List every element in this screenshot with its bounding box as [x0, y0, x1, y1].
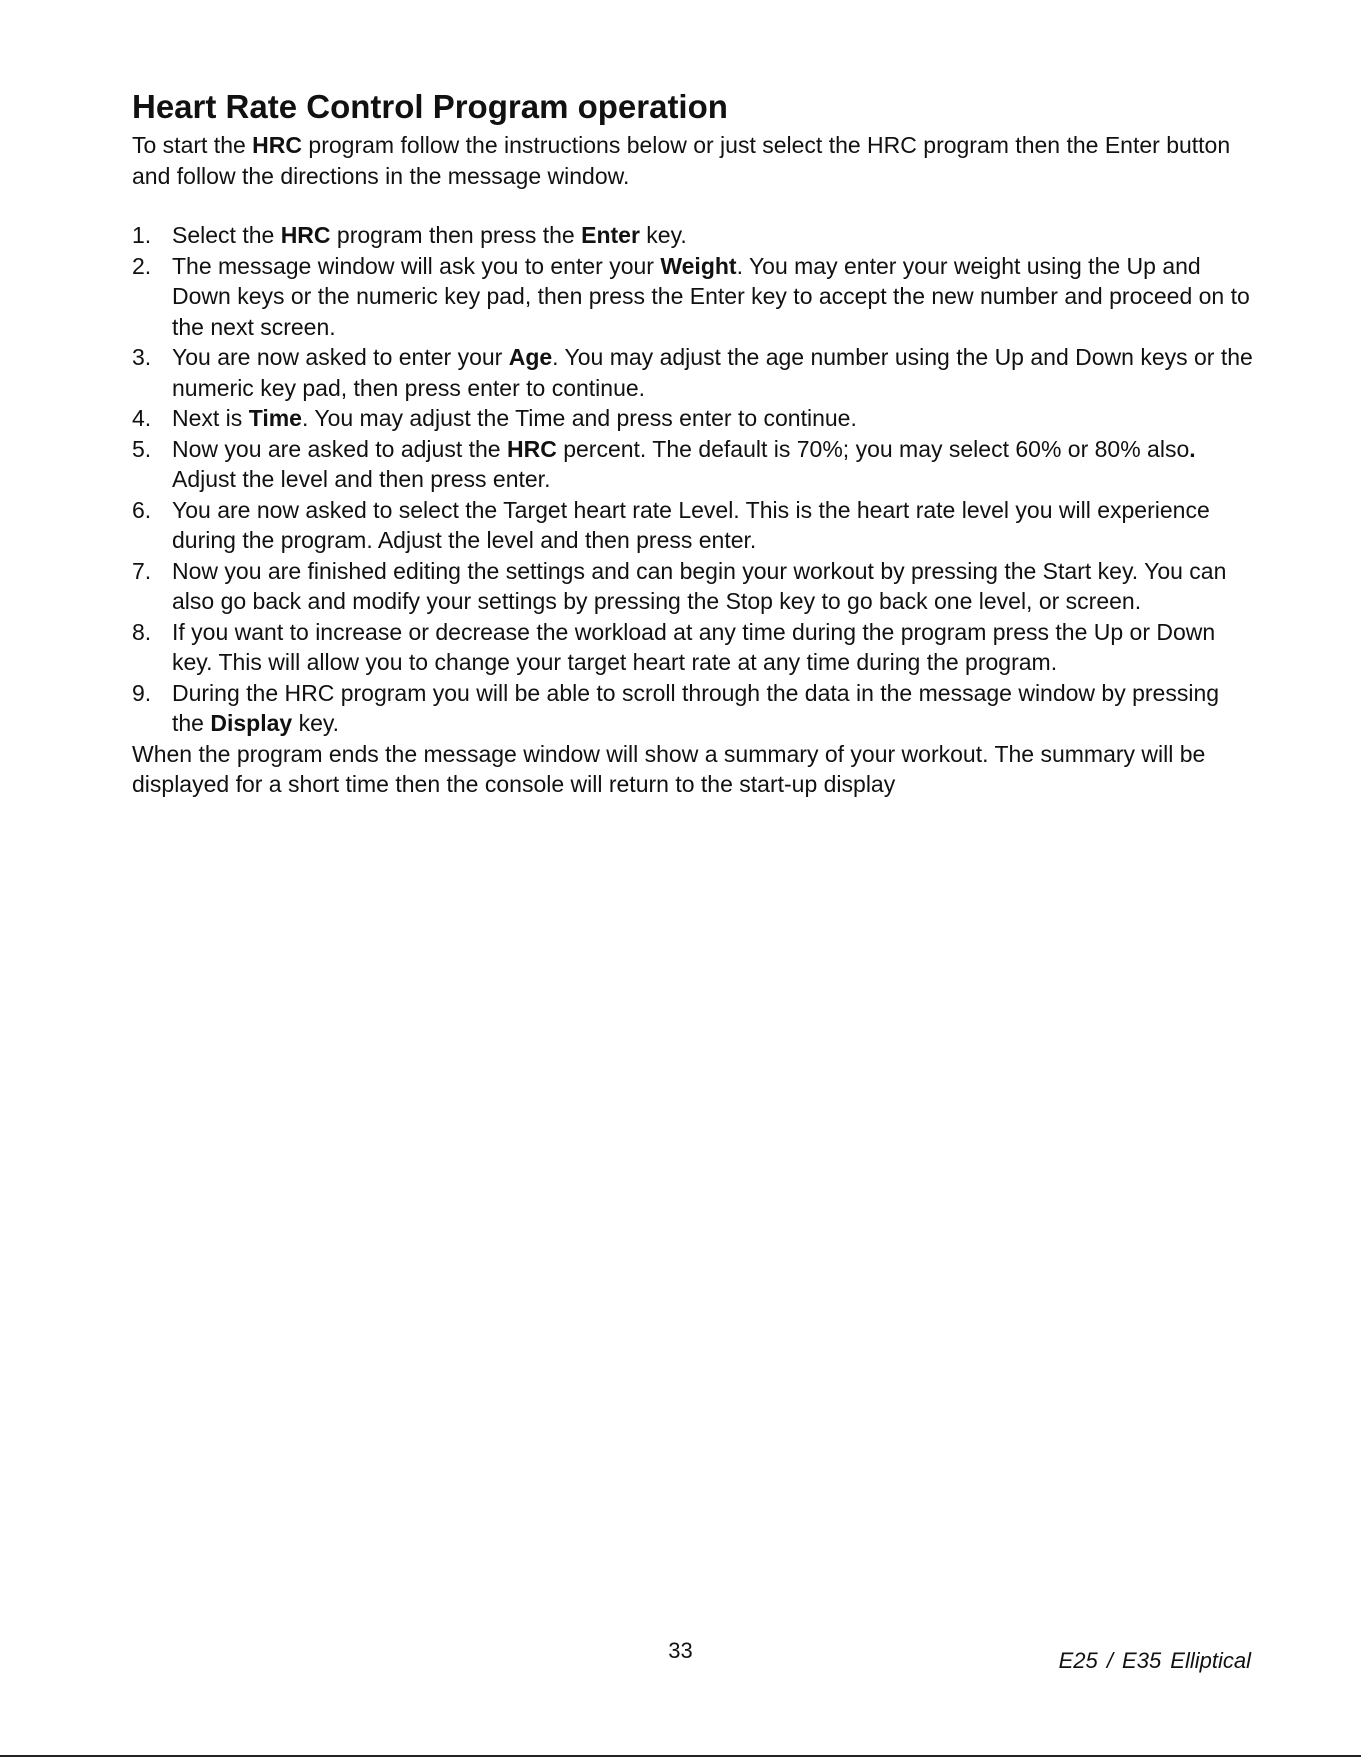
text-run: The message window will ask you to enter your — [172, 252, 661, 279]
text-run: You are now asked to enter your — [172, 344, 509, 370]
step-text — [172, 220, 1257, 251]
text-run: During the HRC program you will be able to scroll through the data in the message window by pressing the — [172, 679, 1220, 736]
step-number: 8. — [132, 618, 152, 645]
step-item — [132, 434, 1257, 495]
bold-term: HRC — [252, 132, 303, 158]
step-text — [172, 403, 1257, 434]
text-run: . You may enter your weight using the Up and Down keys or the numeric key pad, then press the Enter key to accept the new number and proceed on to the next screen. — [172, 252, 1250, 340]
text-run: key. — [292, 710, 340, 736]
step-number: 6. — [132, 496, 152, 523]
step-item — [132, 495, 1257, 556]
text-run: Now you are finished editing the settings and can begin your workout by pressing the Start key. You can also go back and modify your settings by pressing the Stop key to go back one level, or screen. — [172, 557, 1227, 614]
bold-term: . — [1189, 435, 1196, 462]
bold-term: Age — [508, 344, 553, 370]
page-title: Heart Rate Control Program operation — [132, 88, 728, 125]
step-number: 1. — [132, 222, 152, 248]
text-run: program follow the instructions below or just select the HRC program then the Enter button and follow the directions in the message window. — [132, 132, 1231, 189]
text-run: You are now asked to select the Target heart rate Level. This is the heart rate level you will experience during the program. Adjust the level and then press enter. — [172, 496, 1210, 553]
step-item — [132, 342, 1257, 403]
document-page — [132, 84, 1257, 800]
step-item — [132, 403, 1257, 434]
step-item — [132, 251, 1257, 343]
step-number: 4. — [132, 405, 152, 431]
text-run: Select the — [172, 222, 281, 248]
bold-term: Time — [248, 405, 302, 431]
step-list — [132, 220, 1257, 739]
step-item — [132, 678, 1257, 739]
step-text — [172, 251, 1257, 343]
step-number: 2. — [132, 252, 152, 279]
text-run: Adjust the level and then press enter. — [172, 466, 551, 492]
text-run: program then press the — [330, 222, 582, 248]
step-text — [172, 495, 1257, 556]
footer-model-name: E25 / E35 Elliptical — [1058, 1648, 1251, 1673]
step-text — [172, 678, 1257, 739]
bold-term: Weight — [660, 252, 737, 279]
step-number: 5. — [132, 435, 152, 462]
step-number: 3. — [132, 344, 152, 370]
step-text — [172, 617, 1257, 678]
bottom-rule — [0, 1755, 1361, 1757]
text-run: To start the — [132, 132, 253, 158]
text-run: Next is — [172, 405, 249, 431]
text-run: Now you are asked to adjust the — [172, 435, 507, 462]
bold-term: HRC — [280, 222, 331, 248]
text-run: percent. The default is 70%; you may select 60% or 80% also — [556, 435, 1190, 462]
page-number: 33 — [668, 1638, 693, 1663]
closing-paragraph: When the program ends the message window will show a summary of your workout. The summary will be displayed for a short time then the console will return to the start-up display — [132, 740, 1206, 797]
text-run: If you want to increase or decrease the workload at any time during the program press the Up or Down key. This will allow you to change your target heart rate at any time during the program. — [172, 618, 1216, 675]
step-text — [172, 342, 1257, 403]
intro-paragraph — [132, 130, 1257, 191]
step-number: 9. — [132, 679, 152, 706]
step-text — [172, 556, 1257, 617]
text-run: . You may adjust the Time and press enter to continue. — [301, 405, 857, 431]
step-text — [172, 434, 1257, 495]
bold-term: Enter — [581, 222, 640, 248]
step-number: 7. — [132, 557, 152, 584]
step-item — [132, 556, 1257, 617]
step-item — [132, 220, 1257, 251]
bold-term: HRC — [506, 435, 557, 462]
text-run: . You may adjust the age number using the Up and Down keys or the numeric key pad, then press enter to continue. — [172, 344, 1253, 401]
step-item — [132, 617, 1257, 678]
text-run: key. — [639, 222, 687, 248]
bold-term: Display — [210, 710, 293, 736]
